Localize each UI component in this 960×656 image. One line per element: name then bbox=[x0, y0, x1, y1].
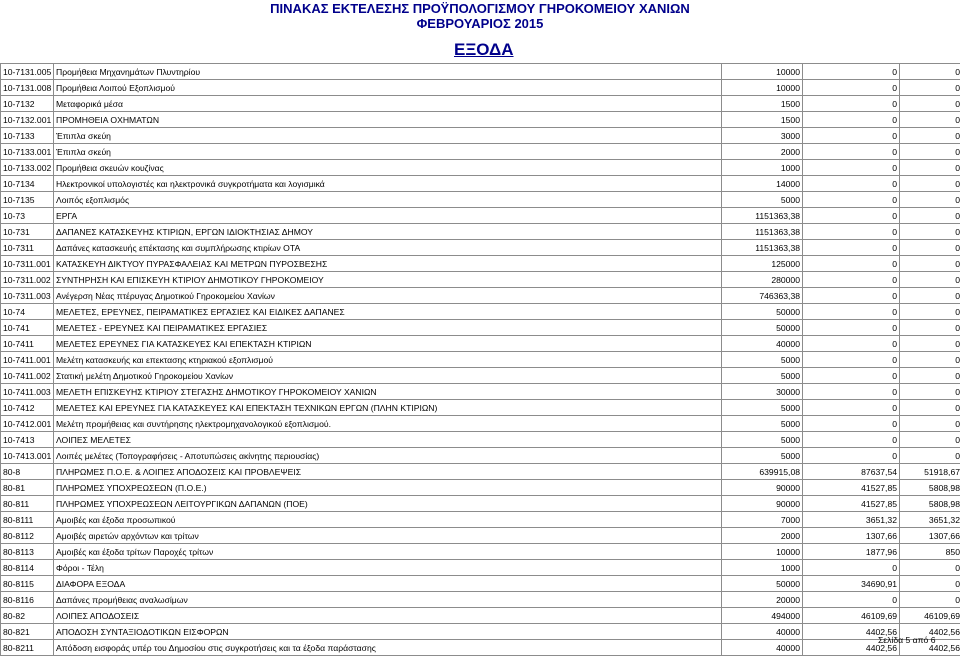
row-budget: 50000 bbox=[722, 304, 803, 320]
table-row bbox=[1, 336, 960, 352]
row-budget: 746363,38 bbox=[722, 288, 803, 304]
row-code: 10-7133.001 bbox=[1, 144, 54, 160]
row-paid: 5808,98 bbox=[900, 480, 960, 496]
row-budget: 639915,08 bbox=[722, 464, 803, 480]
row-description: Δαπάνες κατασκευής επέκτασης και συμπλήρωσης κτιρίων ΟΤΑ bbox=[54, 240, 722, 256]
row-paid: 0 bbox=[900, 304, 960, 320]
row-paid: 850 bbox=[900, 544, 960, 560]
row-committed: 0 bbox=[803, 128, 900, 144]
row-committed: 46109,69 bbox=[803, 608, 900, 624]
table-row bbox=[1, 416, 960, 432]
row-committed: 4402,56 bbox=[803, 640, 900, 656]
row-paid: 0 bbox=[900, 112, 960, 128]
row-description: Αμοιβές και έξοδα τρίτων Παροχές τρίτων bbox=[54, 544, 722, 560]
row-committed: 0 bbox=[803, 176, 900, 192]
row-paid: 0 bbox=[900, 256, 960, 272]
row-committed: 0 bbox=[803, 416, 900, 432]
row-paid: 51918,67 bbox=[900, 464, 960, 480]
row-paid: 5808,98 bbox=[900, 496, 960, 512]
row-budget: 50000 bbox=[722, 320, 803, 336]
row-paid: 0 bbox=[900, 448, 960, 464]
table-row bbox=[1, 480, 960, 496]
row-paid: 0 bbox=[900, 96, 960, 112]
row-code: 10-7412 bbox=[1, 400, 54, 416]
row-paid: 0 bbox=[900, 272, 960, 288]
row-budget: 5000 bbox=[722, 448, 803, 464]
table-row bbox=[1, 640, 960, 656]
row-description: ΜΕΛΕΤΕΣ - ΕΡΕΥΝΕΣ ΚΑΙ ΠΕΙΡΑΜΑΤΙΚΕΣ ΕΡΓΑΣΙΕΣ bbox=[54, 320, 722, 336]
row-budget: 2000 bbox=[722, 144, 803, 160]
row-budget: 280000 bbox=[722, 272, 803, 288]
table-row bbox=[1, 208, 960, 224]
report-subtitle: ΦΕΒΡΟΥΑΡΙΟΣ 2015 bbox=[0, 16, 960, 31]
row-code: 80-8113 bbox=[1, 544, 54, 560]
row-committed: 0 bbox=[803, 368, 900, 384]
budget-table bbox=[0, 63, 960, 656]
table-row bbox=[1, 144, 960, 160]
row-code: 10-7411.002 bbox=[1, 368, 54, 384]
row-committed: 0 bbox=[803, 208, 900, 224]
row-budget: 5000 bbox=[722, 416, 803, 432]
row-paid: 0 bbox=[900, 560, 960, 576]
table-row bbox=[1, 80, 960, 96]
row-description: ΔΙΑΦΟΡΑ ΕΞΟΔΑ bbox=[54, 576, 722, 592]
row-committed: 0 bbox=[803, 432, 900, 448]
row-code: 10-7411.003 bbox=[1, 384, 54, 400]
row-committed: 0 bbox=[803, 80, 900, 96]
row-paid: 0 bbox=[900, 320, 960, 336]
row-description: Απόδοση εισφοράς υπέρ του Δημοσίου στις συγκροτήσεις και τα έξοδα παράστασης bbox=[54, 640, 722, 656]
row-budget: 2000 bbox=[722, 528, 803, 544]
table-row bbox=[1, 96, 960, 112]
row-description: Μελέτη κατασκευής και επεκτασης κτηριακού εξοπλισμού bbox=[54, 352, 722, 368]
row-committed: 0 bbox=[803, 160, 900, 176]
table-row bbox=[1, 608, 960, 624]
row-budget: 90000 bbox=[722, 480, 803, 496]
row-budget: 10000 bbox=[722, 80, 803, 96]
row-description: Δαπάνες προμήθειας αναλωσίμων bbox=[54, 592, 722, 608]
row-description: Φόροι - Τέλη bbox=[54, 560, 722, 576]
row-paid: 0 bbox=[900, 176, 960, 192]
row-budget: 1151363,38 bbox=[722, 208, 803, 224]
row-committed: 3651,32 bbox=[803, 512, 900, 528]
row-committed: 0 bbox=[803, 256, 900, 272]
row-paid: 0 bbox=[900, 64, 960, 80]
row-paid: 1307,66 bbox=[900, 528, 960, 544]
row-paid: 0 bbox=[900, 288, 960, 304]
row-paid: 0 bbox=[900, 384, 960, 400]
row-budget: 14000 bbox=[722, 176, 803, 192]
row-budget: 1000 bbox=[722, 160, 803, 176]
row-code: 10-7131.008 bbox=[1, 80, 54, 96]
row-code: 10-7132.001 bbox=[1, 112, 54, 128]
row-code: 10-7132 bbox=[1, 96, 54, 112]
row-code: 10-73 bbox=[1, 208, 54, 224]
row-paid: 0 bbox=[900, 368, 960, 384]
row-code: 80-82 bbox=[1, 608, 54, 624]
row-committed: 0 bbox=[803, 336, 900, 352]
row-code: 10-7131.005 bbox=[1, 64, 54, 80]
row-paid: 0 bbox=[900, 160, 960, 176]
row-budget: 20000 bbox=[722, 592, 803, 608]
row-description: Ανέγερση Νέας πτέρυγας Δημοτικού Γηροκομείου Χανίων bbox=[54, 288, 722, 304]
row-committed: 1307,66 bbox=[803, 528, 900, 544]
section-heading: ΕΞΟΔΑ bbox=[454, 40, 514, 60]
row-paid: 0 bbox=[900, 416, 960, 432]
row-code: 80-8112 bbox=[1, 528, 54, 544]
row-code: 10-7135 bbox=[1, 192, 54, 208]
row-code: 80-8 bbox=[1, 464, 54, 480]
row-paid: 0 bbox=[900, 240, 960, 256]
row-budget: 50000 bbox=[722, 576, 803, 592]
row-paid: 0 bbox=[900, 144, 960, 160]
row-committed: 41527,85 bbox=[803, 480, 900, 496]
table-row bbox=[1, 240, 960, 256]
row-budget: 5000 bbox=[722, 192, 803, 208]
row-paid: 0 bbox=[900, 432, 960, 448]
row-code: 10-7412.001 bbox=[1, 416, 54, 432]
row-committed: 0 bbox=[803, 272, 900, 288]
row-paid: 46109,69 bbox=[900, 608, 960, 624]
row-committed: 0 bbox=[803, 592, 900, 608]
row-code: 80-8114 bbox=[1, 560, 54, 576]
row-budget: 10000 bbox=[722, 64, 803, 80]
row-committed: 0 bbox=[803, 96, 900, 112]
row-code: 80-81 bbox=[1, 480, 54, 496]
row-committed: 0 bbox=[803, 112, 900, 128]
row-description: ΠΛΗΡΩΜΕΣ ΥΠΟΧΡΕΩΣΕΩΝ (Π.Ο.Ε.) bbox=[54, 480, 722, 496]
row-committed: 41527,85 bbox=[803, 496, 900, 512]
table-row bbox=[1, 624, 960, 640]
row-budget: 5000 bbox=[722, 368, 803, 384]
report-title: ΠΙΝΑΚΑΣ ΕΚΤΕΛΕΣΗΣ ΠΡΟΫΠΟΛΟΓΙΣΜΟΥ ΓΗΡΟΚΟΜΕΙΟΥ ΧΑΝΙΩΝ bbox=[0, 1, 960, 16]
row-description: Έπιπλα σκεύη bbox=[54, 144, 722, 160]
table-row bbox=[1, 304, 960, 320]
row-code: 10-7411.001 bbox=[1, 352, 54, 368]
row-description: Λοιπός εξοπλισμός bbox=[54, 192, 722, 208]
row-paid: 3651,32 bbox=[900, 512, 960, 528]
row-budget: 5000 bbox=[722, 400, 803, 416]
row-paid: 4402,56 bbox=[900, 624, 960, 640]
row-committed: 0 bbox=[803, 240, 900, 256]
page-number: Σελίδα 5 από 6 bbox=[878, 635, 936, 645]
row-code: 10-7311.003 bbox=[1, 288, 54, 304]
row-committed: 0 bbox=[803, 352, 900, 368]
row-committed: 4402,56 bbox=[803, 624, 900, 640]
row-paid: 0 bbox=[900, 128, 960, 144]
row-paid: 0 bbox=[900, 352, 960, 368]
row-budget: 7000 bbox=[722, 512, 803, 528]
table-row bbox=[1, 256, 960, 272]
row-budget: 1500 bbox=[722, 96, 803, 112]
row-description: ΜΕΛΕΤΗ ΕΠΙΣΚΕΥΗΣ ΚΤΙΡΙΟΥ ΣΤΕΓΑΣΗΣ ΔΗΜΟΤΙΚΟΥ ΓΗΡΟΚΟΜΕΙΟΥ ΧΑΝΙΩΝ bbox=[54, 384, 722, 400]
table-row bbox=[1, 288, 960, 304]
row-code: 80-8116 bbox=[1, 592, 54, 608]
row-budget: 125000 bbox=[722, 256, 803, 272]
table-row bbox=[1, 160, 960, 176]
row-description: ΠΛΗΡΩΜΕΣ Π.Ο.Ε. & ΛΟΙΠΕΣ ΑΠΟΔΟΣΕΙΣ ΚΑΙ ΠΡΟΒΛΕΨΕΙΣ bbox=[54, 464, 722, 480]
row-paid: 0 bbox=[900, 224, 960, 240]
row-description: Στατική μελέτη Δημοτικού Γηροκομείου Χανίων bbox=[54, 368, 722, 384]
row-paid: 0 bbox=[900, 80, 960, 96]
row-budget: 40000 bbox=[722, 336, 803, 352]
row-code: 80-8211 bbox=[1, 640, 54, 656]
row-description: Έπιπλα σκεύη bbox=[54, 128, 722, 144]
row-budget: 90000 bbox=[722, 496, 803, 512]
row-committed: 0 bbox=[803, 384, 900, 400]
row-description: Προμήθεια Λοιπού Εξοπλισμού bbox=[54, 80, 722, 96]
row-description: ΣΥΝΤΗΡΗΣΗ ΚΑΙ ΕΠΙΣΚΕΥΗ ΚΤΙΡΙΟΥ ΔΗΜΟΤΙΚΟΥ ΓΗΡΟΚΟΜΕΙΟΥ bbox=[54, 272, 722, 288]
row-committed: 0 bbox=[803, 448, 900, 464]
row-committed: 0 bbox=[803, 400, 900, 416]
row-description: ΔΑΠΑΝΕΣ ΚΑΤΑΣΚΕΥΗΣ ΚΤΙΡΙΩΝ, ΕΡΓΩΝ ΙΔΙΟΚΤΗΣΙΑΣ ΔΗΜΟΥ bbox=[54, 224, 722, 240]
row-budget: 40000 bbox=[722, 624, 803, 640]
row-committed: 0 bbox=[803, 64, 900, 80]
row-committed: 0 bbox=[803, 288, 900, 304]
row-budget: 1500 bbox=[722, 112, 803, 128]
row-paid: 4402,56 bbox=[900, 640, 960, 656]
row-code: 10-7413 bbox=[1, 432, 54, 448]
table-row bbox=[1, 64, 960, 80]
table-row bbox=[1, 592, 960, 608]
row-description: ΛΟΙΠΕΣ ΑΠΟΔΟΣΕΙΣ bbox=[54, 608, 722, 624]
table-row bbox=[1, 528, 960, 544]
table-row bbox=[1, 192, 960, 208]
row-committed: 0 bbox=[803, 304, 900, 320]
budget-table-body bbox=[1, 64, 960, 656]
row-committed: 0 bbox=[803, 224, 900, 240]
table-row bbox=[1, 576, 960, 592]
row-paid: 0 bbox=[900, 400, 960, 416]
row-description: Ηλεκτρονικοί υπολογιστές και ηλεκτρονικά συγκροτήματα και λογισμικά bbox=[54, 176, 722, 192]
table-row bbox=[1, 368, 960, 384]
row-committed: 0 bbox=[803, 144, 900, 160]
row-code: 10-7311 bbox=[1, 240, 54, 256]
table-row bbox=[1, 224, 960, 240]
row-description: ΑΠΟΔΟΣΗ ΣΥΝΤΑΞΙΟΔΟΤΙΚΩΝ ΕΙΣΦΟΡΩΝ bbox=[54, 624, 722, 640]
table-row bbox=[1, 400, 960, 416]
row-description: Αμοιβές και έξοδα προσωπικού bbox=[54, 512, 722, 528]
row-budget: 494000 bbox=[722, 608, 803, 624]
row-description: ΠΡΟΜΗΘΕΙΑ ΟΧΗΜΑΤΩΝ bbox=[54, 112, 722, 128]
table-row bbox=[1, 176, 960, 192]
row-description: ΜΕΛΕΤΕΣ ΕΡΕΥΝΕΣ ΓΙΑ ΚΑΤΑΣΚΕΥΕΣ ΚΑΙ ΕΠΕΚΤΑΣΗ ΚΤΙΡΙΩΝ bbox=[54, 336, 722, 352]
table-row bbox=[1, 128, 960, 144]
row-budget: 40000 bbox=[722, 640, 803, 656]
row-code: 80-811 bbox=[1, 496, 54, 512]
row-paid: 0 bbox=[900, 576, 960, 592]
table-row bbox=[1, 464, 960, 480]
row-code: 10-7133 bbox=[1, 128, 54, 144]
row-paid: 0 bbox=[900, 336, 960, 352]
row-budget: 5000 bbox=[722, 432, 803, 448]
table-row bbox=[1, 496, 960, 512]
row-code: 10-7413.001 bbox=[1, 448, 54, 464]
row-description: ΜΕΛΕΤΕΣ ΚΑΙ ΕΡΕΥΝΕΣ ΓΙΑ ΚΑΤΑΣΚΕΥΕΣ ΚΑΙ ΕΠΕΚΤΑΣΗ ΤΕΧΝΙΚΩΝ ΕΡΓΩΝ (ΠΛΗΝ ΚΤΙΡΙΩΝ) bbox=[54, 400, 722, 416]
row-description: ΚΑΤΑΣΚΕΥΗ ΔΙΚΤΥΟΥ ΠΥΡΑΣΦΑΛΕΙΑΣ ΚΑΙ ΜΕΤΡΩΝ ΠΥΡΟΣΒΕΣΗΣ bbox=[54, 256, 722, 272]
row-code: 10-7311.002 bbox=[1, 272, 54, 288]
row-code: 10-7411 bbox=[1, 336, 54, 352]
row-budget: 5000 bbox=[722, 352, 803, 368]
row-paid: 0 bbox=[900, 592, 960, 608]
row-code: 10-7134 bbox=[1, 176, 54, 192]
row-budget: 3000 bbox=[722, 128, 803, 144]
table-row bbox=[1, 272, 960, 288]
table-row bbox=[1, 112, 960, 128]
row-committed: 87637,54 bbox=[803, 464, 900, 480]
table-row bbox=[1, 544, 960, 560]
table-row bbox=[1, 352, 960, 368]
row-description: Μελέτη προμήθειας και συντήρησης ηλεκτρομηχανολογικού εξοπλισμού. bbox=[54, 416, 722, 432]
row-budget: 30000 bbox=[722, 384, 803, 400]
row-budget: 10000 bbox=[722, 544, 803, 560]
row-committed: 34690,91 bbox=[803, 576, 900, 592]
row-paid: 0 bbox=[900, 208, 960, 224]
row-committed: 0 bbox=[803, 560, 900, 576]
table-row bbox=[1, 384, 960, 400]
row-description: Αμοιβές αιρετών αρχόντων και τρίτων bbox=[54, 528, 722, 544]
row-description: Προμήθεια Μηχανημάτων Πλυντηρίου bbox=[54, 64, 722, 80]
row-description: ΠΛΗΡΩΜΕΣ ΥΠΟΧΡΕΩΣΕΩΝ ΛΕΙΤΟΥΡΓΙΚΩΝ ΔΑΠΑΝΩΝ (ΠΟΕ) bbox=[54, 496, 722, 512]
table-row bbox=[1, 512, 960, 528]
table-row bbox=[1, 448, 960, 464]
row-code: 10-74 bbox=[1, 304, 54, 320]
row-description: ΛΟΙΠΕΣ ΜΕΛΕΤΕΣ bbox=[54, 432, 722, 448]
row-code: 80-8115 bbox=[1, 576, 54, 592]
row-description: Προμήθεια σκευών κουζίνας bbox=[54, 160, 722, 176]
row-committed: 0 bbox=[803, 320, 900, 336]
table-row bbox=[1, 560, 960, 576]
table-row bbox=[1, 320, 960, 336]
row-code: 80-821 bbox=[1, 624, 54, 640]
row-code: 10-731 bbox=[1, 224, 54, 240]
row-description: Μεταφορικά μέσα bbox=[54, 96, 722, 112]
row-budget: 1151363,38 bbox=[722, 224, 803, 240]
row-code: 80-8111 bbox=[1, 512, 54, 528]
row-description: ΕΡΓΑ bbox=[54, 208, 722, 224]
row-committed: 1877,96 bbox=[803, 544, 900, 560]
row-paid: 0 bbox=[900, 192, 960, 208]
row-budget: 1151363,38 bbox=[722, 240, 803, 256]
row-code: 10-7133.002 bbox=[1, 160, 54, 176]
row-budget: 1000 bbox=[722, 560, 803, 576]
row-code: 10-7311.001 bbox=[1, 256, 54, 272]
row-description: Λοιπές μελέτες (Τοπογραφήσεις - Αποτυπώσεις ακίνητης περιουσίας) bbox=[54, 448, 722, 464]
row-committed: 0 bbox=[803, 192, 900, 208]
row-code: 10-741 bbox=[1, 320, 54, 336]
row-description: ΜΕΛΕΤΕΣ, ΕΡΕΥΝΕΣ, ΠΕΙΡΑΜΑΤΙΚΕΣ ΕΡΓΑΣΙΕΣ ΚΑΙ ΕΙΔΙΚΕΣ ΔΑΠΑΝΕΣ bbox=[54, 304, 722, 320]
table-row bbox=[1, 432, 960, 448]
